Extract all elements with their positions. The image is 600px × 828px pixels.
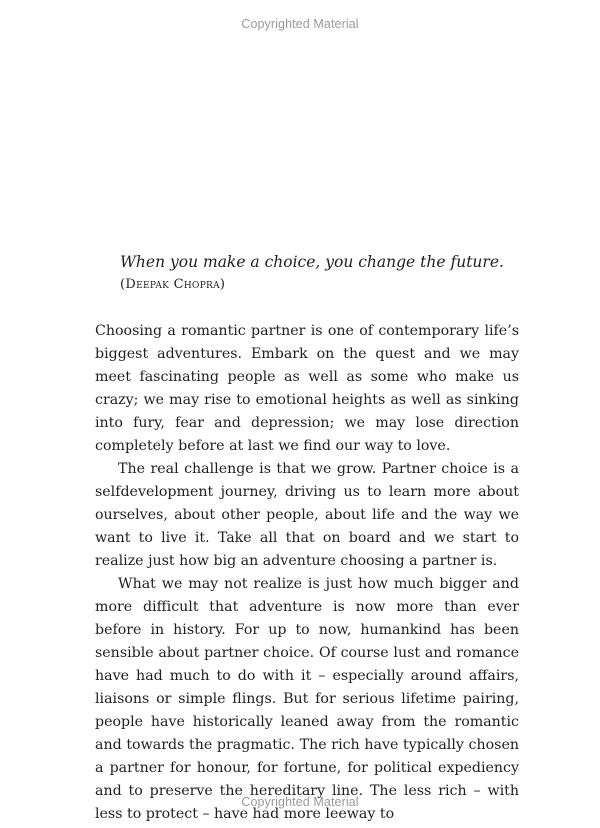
copyright-watermark-bottom: Copyrighted Material — [241, 795, 359, 809]
copyright-watermark-top: Copyrighted Material — [241, 17, 359, 31]
epigraph — [120, 252, 540, 293]
paragraph: Choosing a romantic partner is one of contemporary life’s biggest adventures. Embark on the quest and we may meet fascinating people as well as some who make us crazy; we may rise to emotional heights as well as sinking into fury, fear and depression; we may lose direction completely before at last we find our way to love. — [95, 323, 519, 454]
paragraph: The real challenge is that we grow. Partner choice is a selfdevelopment journey, driving us to learn more about ourselves, about other people, about life and the way we want to live it. Take all that on board and we start to realize just how big an adventure choosing a partner is. — [95, 461, 519, 569]
paragraph: What we may not realize is just how much bigger and more difficult that adventure is now more than ever before in history. For up to now, humankind has been sensible about partner choice. Of course lust and romance have had much to do with it – especially around affairs, liaisons or simple flings. But for serious lifetime pairing, people have historically leaned away from the romantic and towards the pragmatic. The rich have typically chosen a partner for honour, for fortune, for political expediency and to preserve the hereditary line. The less rich – with less to protect – have had more leeway to — [95, 576, 519, 822]
epigraph-quote: When you make a choice, you change the future. — [120, 253, 504, 271]
body-text — [95, 320, 519, 826]
epigraph-attribution: (Deepak Chopra) — [120, 277, 226, 292]
